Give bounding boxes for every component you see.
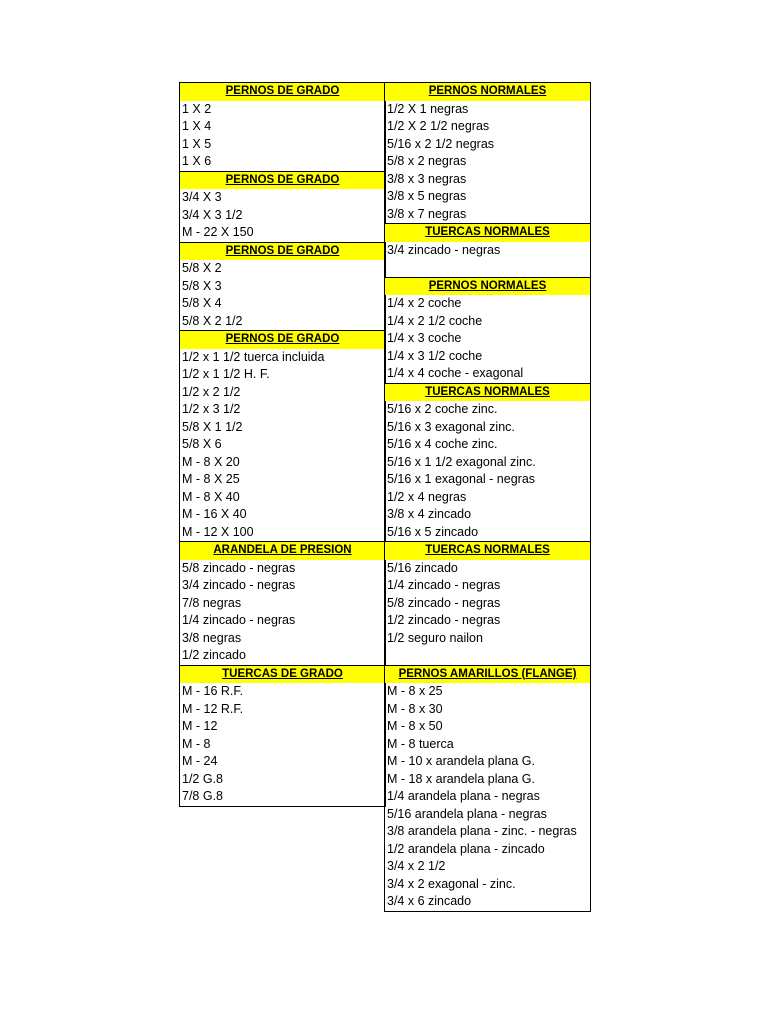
section-header: PERNOS DE GRADO (180, 172, 385, 190)
item-row: 1 X 5 (182, 136, 212, 151)
section-header: PERNOS DE GRADO (180, 83, 385, 101)
item-row: 5/8 X 1 1/2 (182, 419, 243, 434)
item-row: 1/2 x 2 1/2 (182, 384, 241, 399)
section-header: TUERCAS DE GRADO (180, 666, 385, 684)
item-row: 1/2 zincado (182, 648, 246, 662)
item-row: 1/2 x 1 1/2 tuerca incluida (182, 349, 325, 364)
item-row: 1/4 zincado - negras (182, 613, 296, 627)
section-pernos-de-grado (180, 331, 385, 542)
item-row: 3/8 x 7 negras (387, 206, 467, 221)
item-row: 1/4 x 3 coche (387, 331, 462, 345)
item-row: 3/4 X 3 (182, 190, 222, 204)
item-row: 5/16 x 2 coche zinc. (387, 402, 498, 416)
item-row: 5/8 zincado - negras (182, 560, 296, 575)
item-row: 5/8 zincado - negras (387, 595, 501, 610)
item-row: 3/8 negras (182, 630, 242, 645)
item-row: 7/8 negras (182, 595, 242, 610)
item-row (385, 259, 590, 277)
item-row: M - 12 (182, 719, 218, 733)
left-column-table (179, 82, 386, 807)
item-row: 3/4 zincado - negras (182, 578, 296, 592)
item-row: 3/4 x 2 exagonal - zinc. (387, 876, 516, 891)
item-row: M - 8 (182, 736, 211, 751)
item-row: M - 16 X 40 (182, 507, 247, 521)
item-row: M - 8 tuerca (387, 736, 454, 751)
section-tuercas-normales (385, 224, 590, 278)
item-row: 1/2 X 2 1/2 negras (387, 119, 490, 133)
section-header: PERNOS AMARILLOS (FLANGE) (385, 666, 590, 684)
right-column-table (384, 82, 591, 912)
section-pernos-de-grado (180, 243, 385, 332)
section-header: PERNOS NORMALES (385, 83, 590, 101)
section-header: ARANDELA DE PRESION (180, 542, 385, 560)
item-row: 5/16 x 1 1/2 exagonal zinc. (387, 454, 536, 469)
item-row: 1 X 4 (182, 119, 212, 133)
item-row: 5/16 zincado (387, 560, 458, 575)
item-row: 1/4 zincado - negras (387, 578, 501, 592)
item-row: 1/2 x 4 negras (387, 489, 467, 504)
item-row: 5/8 X 3 (182, 278, 222, 293)
section-tuercas-normales (385, 384, 590, 543)
section-pernos-amarillos-flange (385, 666, 590, 912)
item-row: 1/2 G.8 (182, 771, 223, 786)
item-row: M - 8 x 50 (387, 719, 443, 733)
item-row: 1/2 x 1 1/2 H. F. (182, 367, 270, 381)
item-row: 3/4 x 2 1/2 (387, 859, 446, 873)
item-row: M - 16 R.F. (182, 684, 244, 698)
item-row: 5/16 x 5 zincado (387, 524, 479, 539)
item-row: M - 12 R.F. (182, 701, 244, 716)
item-row: 3/8 x 5 negras (387, 189, 467, 203)
item-row: 1/2 X 1 negras (387, 101, 469, 116)
item-row: M - 24 (182, 754, 218, 768)
section-arandela-de-presion (180, 542, 385, 666)
item-row: M - 8 X 20 (182, 454, 240, 469)
item-row: 5/8 X 2 (182, 261, 222, 275)
item-row: 3/8 x 3 negras (387, 171, 467, 186)
item-row: 1/2 zincado - negras (387, 613, 501, 627)
section-header: PERNOS DE GRADO (180, 331, 385, 349)
item-row: 3/4 zincado - negras (387, 242, 501, 257)
item-row: 1/2 x 3 1/2 (182, 402, 241, 416)
section-header: PERNOS DE GRADO (180, 243, 385, 261)
item-row: 3/4 x 6 zincado (387, 894, 472, 908)
item-row: 1/4 x 2 coche (387, 296, 462, 310)
item-row: M - 12 X 100 (182, 524, 254, 539)
section-tuercas-de-grado (180, 666, 385, 807)
item-row: 5/8 x 2 negras (387, 154, 467, 168)
item-row (385, 647, 590, 665)
section-tuercas-normales (385, 542, 590, 666)
item-row: M - 10 x arandela plana G. (387, 754, 535, 768)
item-row: 1/4 arandela plana - negras (387, 789, 540, 803)
section-pernos-de-grado (180, 172, 385, 243)
item-row: 5/16 x 4 coche zinc. (387, 437, 498, 451)
item-row: 3/8 x 4 zincado (387, 507, 472, 521)
item-row: 5/16 x 3 exagonal zinc. (387, 419, 515, 434)
section-pernos-normales (385, 278, 590, 384)
section-header: TUERCAS NORMALES (385, 384, 590, 402)
item-row: 5/16 arandela plana - negras (387, 806, 547, 821)
item-row: 1/2 seguro nailon (387, 630, 483, 645)
item-row: 1 X 2 (182, 101, 212, 116)
item-row: 5/16 x 1 exagonal - negras (387, 472, 536, 486)
item-row: M - 8 x 25 (387, 684, 443, 698)
item-row: M - 8 X 25 (182, 472, 240, 486)
item-row: 1/4 x 2 1/2 coche (387, 313, 483, 328)
item-row: 5/16 x 2 1/2 negras (387, 136, 495, 151)
section-pernos-normales (385, 83, 590, 224)
item-row: M - 8 x 30 (387, 701, 443, 716)
item-row: 5/8 X 2 1/2 (182, 313, 243, 328)
item-row: 1/4 x 4 coche - exagonal (387, 366, 524, 380)
item-row: 1/4 x 3 1/2 coche (387, 348, 483, 363)
item-row: 3/4 X 3 1/2 (182, 207, 243, 222)
item-row: M - 18 x arandela plana G. (387, 771, 535, 786)
item-row: 7/8 G.8 (182, 789, 223, 803)
item-row: 5/8 X 6 (182, 437, 222, 451)
section-header: TUERCAS NORMALES (385, 542, 590, 560)
item-row: M - 22 X 150 (182, 225, 254, 239)
section-pernos-de-grado (180, 83, 385, 172)
item-row: 3/8 arandela plana - zinc. - negras (387, 824, 577, 838)
item-row: M - 8 X 40 (182, 489, 240, 504)
item-row: 5/8 X 4 (182, 296, 222, 310)
item-row: 1 X 6 (182, 154, 212, 168)
item-row: 1/2 arandela plana - zincado (387, 841, 545, 856)
section-header: TUERCAS NORMALES (385, 224, 590, 242)
section-header: PERNOS NORMALES (385, 278, 590, 296)
